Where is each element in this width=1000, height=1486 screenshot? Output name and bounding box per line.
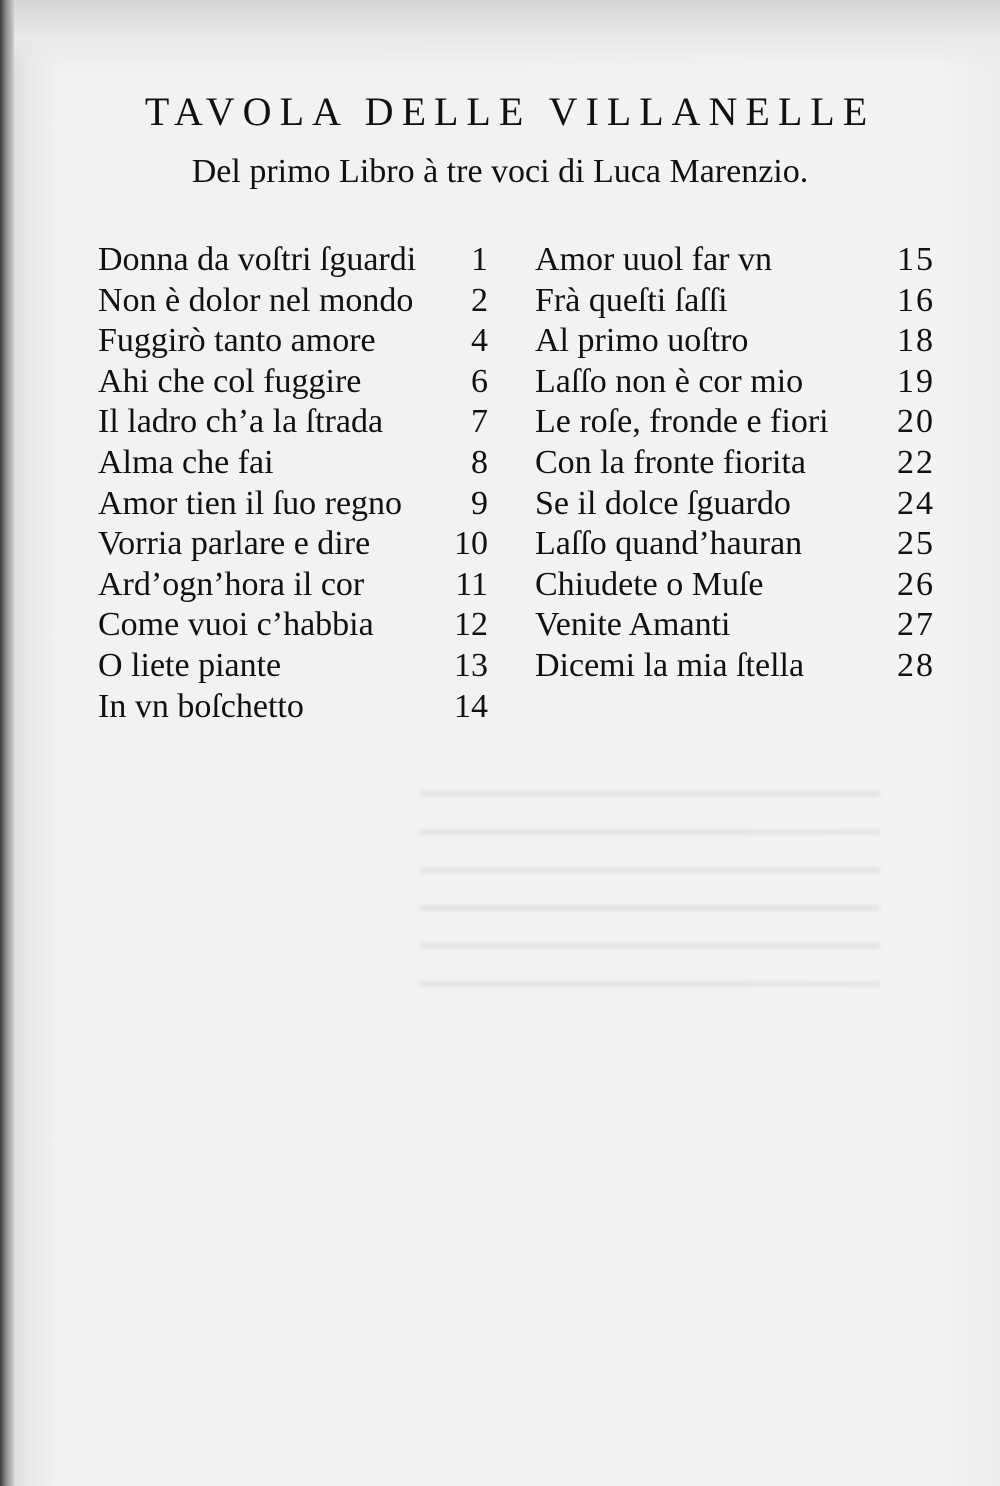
index-entry xyxy=(535,605,935,646)
index-entry xyxy=(535,321,935,362)
index-entry xyxy=(535,443,935,484)
entry-page: 26 xyxy=(897,565,935,603)
page-top-shadow xyxy=(0,0,1000,70)
entry-title: O liete piante xyxy=(98,646,282,684)
entry-title: In vn boſchetto xyxy=(98,687,304,725)
entry-title: Venite Amanti xyxy=(535,606,731,644)
entry-page: 22 xyxy=(897,443,935,481)
entry-page: 2 xyxy=(471,281,488,319)
entry-title: Alma che fai xyxy=(98,443,274,481)
index-entry xyxy=(98,443,498,484)
index-entry xyxy=(535,281,935,322)
index-entry xyxy=(535,646,935,687)
index-entry xyxy=(98,524,498,565)
index-entry xyxy=(98,565,498,606)
entry-title: Fuggirò tanto amore xyxy=(98,322,376,360)
entry-title: Al primo uoſtro xyxy=(535,322,749,360)
entry-page: 16 xyxy=(897,281,935,319)
entry-title: Se il dolce ſguardo xyxy=(535,484,791,522)
entry-page: 1 xyxy=(471,241,488,278)
entry-title: Laſſo non è cor mio xyxy=(535,362,804,400)
entry-title: Non è dolor nel mondo xyxy=(98,281,414,319)
entry-page: 9 xyxy=(471,484,488,522)
entry-title: Frà queſti ſaſſi xyxy=(535,281,728,319)
index-entry xyxy=(98,646,498,687)
index-entry xyxy=(98,484,498,525)
entry-page: 12 xyxy=(454,606,488,644)
entry-page: 11 xyxy=(455,565,488,603)
entry-page: 25 xyxy=(897,525,935,563)
entry-page: 13 xyxy=(454,646,488,684)
entry-title: Ahi che col fuggire xyxy=(98,362,362,400)
entry-title: Le roſe, fronde e fiori xyxy=(535,403,829,441)
index-entry xyxy=(98,240,498,281)
index-entry xyxy=(98,687,498,728)
entry-title: Vorria parlare e dire xyxy=(98,525,371,563)
page-subtitle: Del primo Libro à tre voci di Luca Marenzio. xyxy=(191,153,809,190)
entry-page: 20 xyxy=(897,403,935,441)
entry-page: 14 xyxy=(454,687,488,725)
index-entry xyxy=(535,565,935,606)
entry-title: Amor uuol far vn xyxy=(535,241,773,278)
entry-page: 10 xyxy=(454,525,488,563)
show-through-bleed xyxy=(420,770,880,990)
entry-page: 24 xyxy=(897,484,935,522)
entry-page: 7 xyxy=(471,403,488,441)
entry-page: 8 xyxy=(471,443,488,481)
entry-page: 15 xyxy=(897,241,935,278)
index-entry xyxy=(98,321,498,362)
index-column-right xyxy=(535,240,935,687)
entry-page: 4 xyxy=(471,322,488,360)
entry-title: Dicemi la mia ſtella xyxy=(535,646,805,684)
entry-title: Con la fronte fiorita xyxy=(535,443,806,481)
index-entry xyxy=(535,362,935,403)
index-column-left xyxy=(98,240,498,727)
binding-edge xyxy=(0,0,14,1486)
entry-page: 19 xyxy=(897,362,935,400)
entry-title: Donna da voſtri ſguardi xyxy=(98,241,417,278)
index-entry xyxy=(535,524,935,565)
entry-title: Come vuoi c’habbia xyxy=(98,606,374,644)
entry-page: 18 xyxy=(897,322,935,360)
entry-title: Laſſo quand’hauran xyxy=(535,525,803,563)
index-entry xyxy=(535,240,935,281)
index-entry xyxy=(98,402,498,443)
entry-title: Ard’ogn’hora il cor xyxy=(98,565,365,603)
index-entry xyxy=(98,605,498,646)
entry-title: Amor tien il ſuo regno xyxy=(98,484,403,522)
entry-page: 6 xyxy=(471,362,488,400)
entry-title: Chiudete o Muſe xyxy=(535,565,764,603)
entry-page: 28 xyxy=(897,646,935,684)
entry-title: Il ladro ch’a la ſtrada xyxy=(98,403,384,441)
index-entry xyxy=(535,484,935,525)
index-entry xyxy=(535,402,935,443)
page-title: TAVOLA DELLE VILLANELLE xyxy=(144,89,876,134)
entry-page: 27 xyxy=(897,606,935,644)
index-entry xyxy=(98,281,498,322)
index-entry xyxy=(98,362,498,403)
